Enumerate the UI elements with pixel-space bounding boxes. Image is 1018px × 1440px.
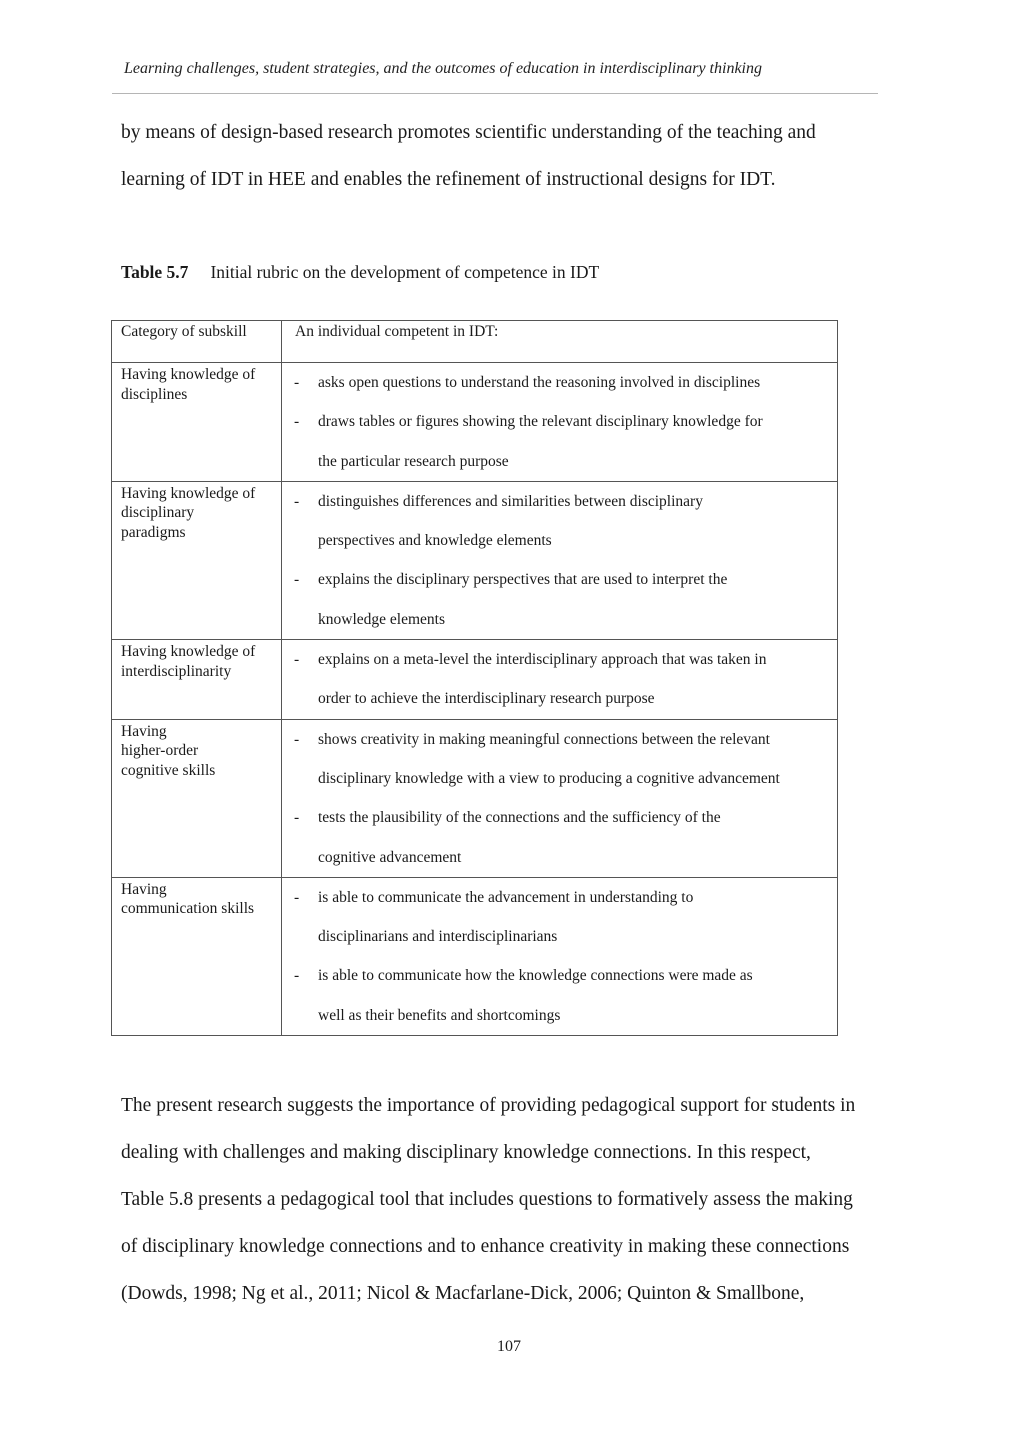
bullet-item <box>282 878 833 957</box>
bullet-item <box>282 720 833 799</box>
bullet-line: order to achieve the interdisciplinary research purpose <box>318 690 655 708</box>
category-line: interdisciplinarity <box>121 662 232 680</box>
competence-description-cell <box>282 363 838 482</box>
category-line: paradigms <box>121 523 186 541</box>
table-caption <box>121 262 599 283</box>
dash-bullet-icon: - <box>294 967 300 985</box>
dash-bullet-icon: - <box>294 888 300 906</box>
bullet-line: well as their benefits and shortcomings <box>318 1006 561 1024</box>
column-header-competence: An individual competent in IDT: <box>282 321 838 363</box>
paragraph-line: dealing with challenges and making disciplinary knowledge connections. In this respect, <box>121 1142 811 1163</box>
bullet-item <box>282 363 833 402</box>
paragraph-line: The present research suggests the importance of providing pedagogical support for students in <box>121 1095 856 1116</box>
category-line: cognitive skills <box>121 761 216 779</box>
table-label: Table 5.7 <box>121 262 189 282</box>
table-row <box>112 877 838 1035</box>
dash-bullet-icon: - <box>294 413 300 431</box>
bullet-line: explains the disciplinary perspectives that are used to interpret the <box>318 571 728 589</box>
header-divider <box>112 93 878 94</box>
paragraph-line: by means of design-based research promotes scientific understanding of the teaching and <box>121 122 816 143</box>
subskill-category-cell <box>112 640 282 720</box>
category-line: higher-order <box>121 742 199 760</box>
table-row <box>112 719 838 877</box>
competence-description-cell <box>282 481 838 639</box>
table-title: Initial rubric on the development of competence in IDT <box>210 262 600 282</box>
bullet-item <box>282 402 833 481</box>
competence-description-cell <box>282 719 838 877</box>
bullet-item <box>282 482 833 561</box>
bullet-line: cognitive advancement <box>318 848 462 866</box>
category-line: Having <box>121 880 167 898</box>
bullet-line: tests the plausibility of the connections and the sufficiency of the <box>318 809 721 827</box>
bullet-item <box>282 560 833 639</box>
bullet-item <box>282 956 833 1035</box>
bullet-line: disciplinarians and interdisciplinarians <box>318 928 558 946</box>
bullet-line: draws tables or figures showing the relevant disciplinary knowledge for <box>318 413 763 431</box>
dash-bullet-icon: - <box>294 651 300 669</box>
bullet-line: perspectives and knowledge elements <box>318 532 552 550</box>
subskill-category-cell <box>112 877 282 1035</box>
category-line: Having knowledge of <box>121 643 256 661</box>
subskill-category-cell <box>112 481 282 639</box>
competence-description-cell <box>282 640 838 720</box>
competence-description-cell <box>282 877 838 1035</box>
dash-bullet-icon: - <box>294 730 300 748</box>
paragraph-line: Table 5.8 presents a pedagogical tool that includes questions to formatively assess the making <box>121 1189 853 1210</box>
category-line: Having <box>121 722 167 740</box>
paragraph-top <box>121 121 911 215</box>
paragraph-line: (Dowds, 1998; Ng et al., 2011; Nicol & Macfarlane-Dick, 2006; Quinton & Smallbone, <box>121 1283 805 1304</box>
running-header: Learning challenges, student strategies, and the outcomes of education in interdisciplinary thinking <box>124 60 762 77</box>
bullet-line: the particular research purpose <box>318 452 509 470</box>
category-line: Having knowledge of <box>121 366 256 383</box>
bullet-line: knowledge elements <box>318 610 445 628</box>
table-header-row <box>112 321 838 363</box>
category-line: Having knowledge of <box>121 484 256 502</box>
bullet-item <box>282 798 833 877</box>
bullet-line: is able to communicate the advancement in understanding to <box>318 888 694 906</box>
table-body <box>112 363 838 1036</box>
table-row <box>112 481 838 639</box>
bullet-line: distinguishes differences and similarities between disciplinary <box>318 492 703 510</box>
dash-bullet-icon: - <box>294 492 300 510</box>
table-row <box>112 640 838 720</box>
bullet-line: asks open questions to understand the reasoning involved in disciplines <box>318 374 761 391</box>
bullet-item <box>282 640 833 719</box>
bullet-line: explains on a meta-level the interdisciplinary approach that was taken in <box>318 651 767 669</box>
paragraph-line: learning of IDT in HEE and enables the refinement of instructional designs for IDT. <box>121 169 776 190</box>
dash-bullet-icon: - <box>294 809 300 827</box>
subskill-category-cell <box>112 719 282 877</box>
paragraph-line: of disciplinary knowledge connections and to enhance creativity in making these connections <box>121 1236 850 1257</box>
bullet-line: shows creativity in making meaningful connections between the relevant <box>318 730 770 748</box>
bullet-line: is able to communicate how the knowledge connections were made as <box>318 967 753 985</box>
page-number: 107 <box>497 1338 521 1355</box>
rubric-table <box>111 320 838 1036</box>
table-row <box>112 363 838 482</box>
dash-bullet-icon: - <box>294 571 300 589</box>
bullet-line: disciplinary knowledge with a view to producing a cognitive advancement <box>318 769 780 787</box>
category-line: communication skills <box>121 900 255 918</box>
column-header-category: Category of subskill <box>112 321 282 363</box>
category-line: disciplines <box>121 385 188 403</box>
subskill-category-cell <box>112 363 282 482</box>
dash-bullet-icon: - <box>294 374 300 391</box>
category-line: disciplinary <box>121 504 195 522</box>
paragraph-bottom <box>121 1094 911 1329</box>
